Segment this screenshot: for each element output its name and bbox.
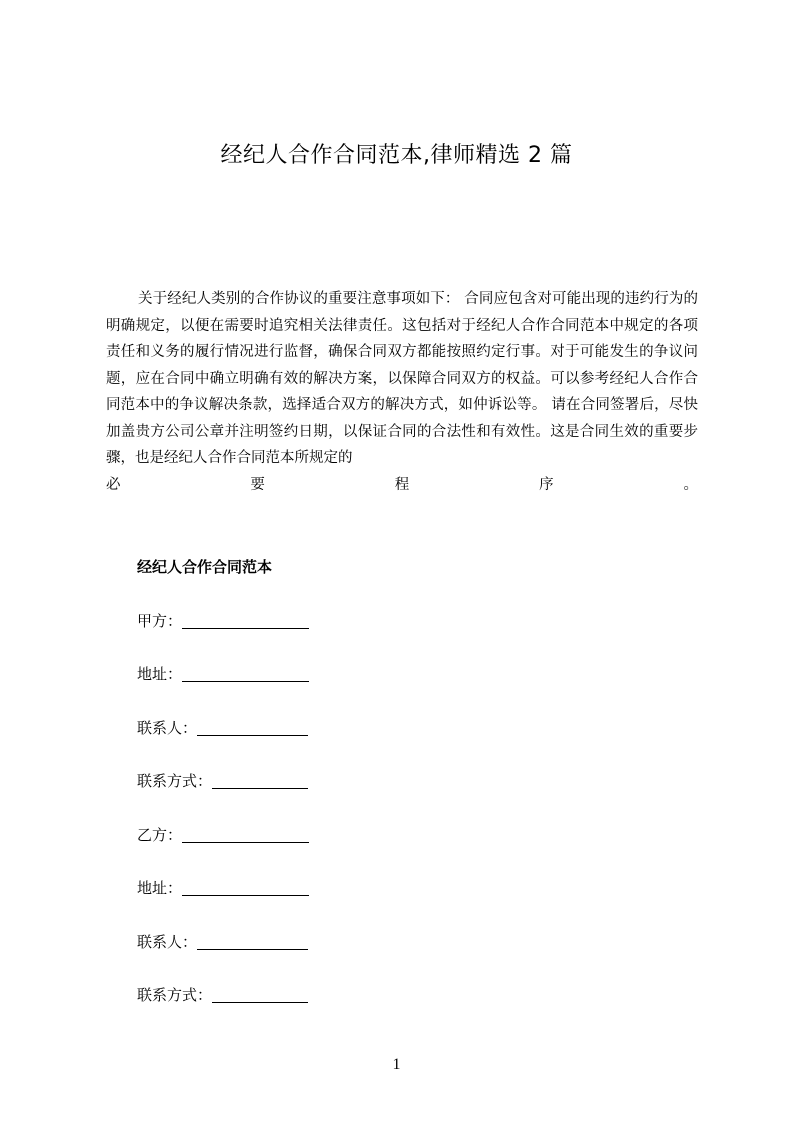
intro-text: 关于经纪人类别的合作协议的重要注意事项如下： 合同应包含对可能出现的违约行为的明确规定，以便在需要时追究相关法律责任。这包括对于经纪人合作合同范本中规定的各项责任和义务的履行情况进行监督，确保合同双方都能按照约定行事。对于可能发生的争议问题，应在合同中确立明确有效的解决方案，以保障合同双方的权益。可以参考经纪人合作合同范本中的争议解决条款，选择适合双方的解决方式，如仲诉讼等。 请在合同签署后，尽快加盖贵方公司公章并注明签约日期，以保证合同的合法性和有效性。这是合同生效的重要步骤，也是经纪人合作合同范本所规定的	[106, 291, 698, 466]
fill-in-blank[interactable]	[182, 878, 309, 896]
party-a-address-field	[137, 662, 309, 686]
section-title: 经纪人合作合同范本	[137, 558, 273, 576]
field-label: 联系方式：	[137, 986, 213, 1004]
document-title: 经纪人合作合同范本,律师精选 2 篇	[220, 143, 573, 168]
fill-in-blank[interactable]	[182, 664, 309, 682]
fill-in-blank[interactable]	[212, 985, 308, 1003]
fill-in-blank[interactable]	[197, 718, 308, 736]
fill-in-blank[interactable]	[182, 611, 309, 629]
field-label: 联系人：	[137, 719, 198, 737]
party-a-field	[137, 609, 309, 633]
field-label: 联系方式：	[137, 772, 213, 790]
party-b-contact-field	[137, 930, 308, 954]
page-number: 1	[392, 1056, 401, 1073]
intro-tail-char: 必	[106, 476, 121, 493]
fill-in-blank[interactable]	[182, 825, 309, 843]
intro-tail-char: 序	[539, 476, 554, 493]
party-b-phone-field	[137, 983, 308, 1007]
field-label: 乙方：	[137, 826, 183, 844]
field-label: 地址：	[137, 665, 183, 683]
party-a-phone-field	[137, 769, 308, 793]
party-b-field	[137, 823, 309, 847]
intro-paragraph	[106, 286, 698, 498]
intro-tail-char: 程	[394, 476, 410, 493]
party-a-contact-field	[137, 716, 308, 740]
intro-tail-char: 。	[683, 476, 698, 493]
fill-in-blank[interactable]	[212, 771, 308, 789]
fill-in-blank[interactable]	[197, 932, 308, 950]
field-label: 联系人：	[137, 933, 198, 951]
field-label: 甲方：	[137, 612, 183, 630]
party-b-address-field	[137, 876, 309, 900]
intro-tail-char: 要	[250, 476, 265, 493]
field-label: 地址：	[137, 879, 183, 897]
intro-tail-line	[106, 472, 698, 499]
